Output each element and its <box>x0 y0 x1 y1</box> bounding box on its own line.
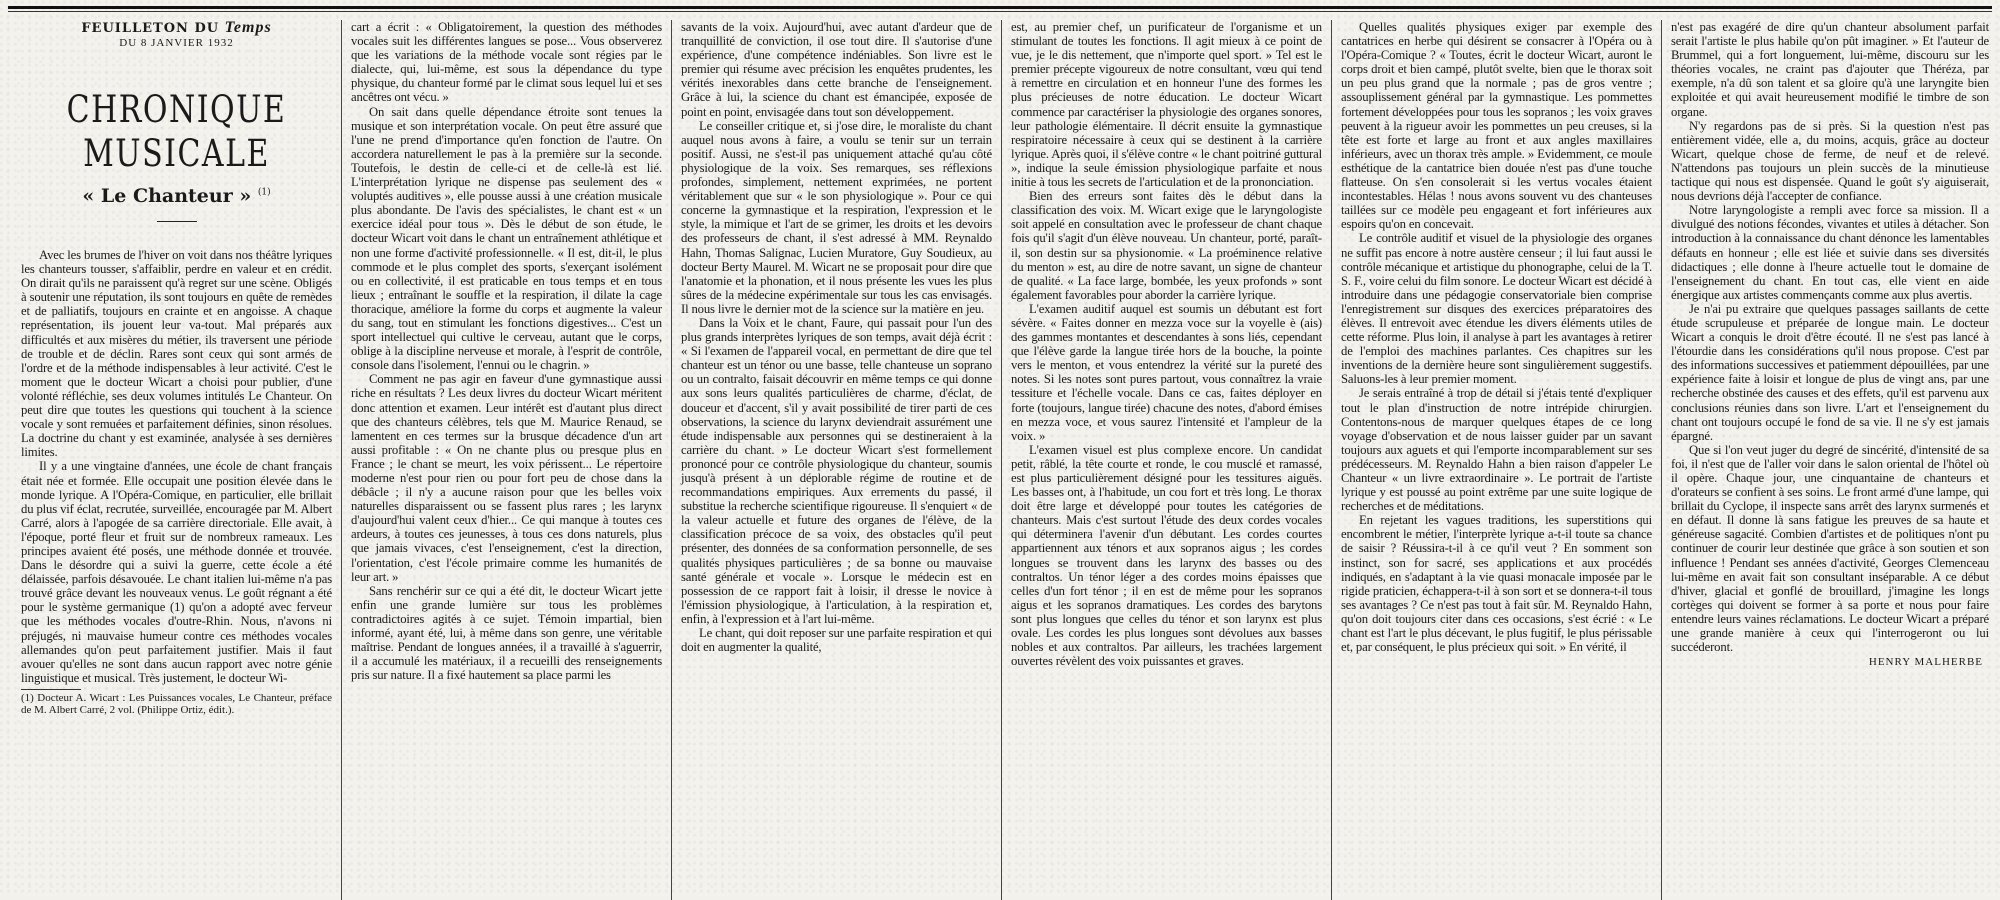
paragraph: savants de la voix. Aujourd'hui, avec autant d'ardeur que de tranquillité de conviction, il ose tout dire. Il s'autorise d'une expérience, d'une compétence indéniables. Son livre est le premier qui résume avec précision les enquêtes prudentes, les vérités inexorables dans cette branche de l'enseignement. Grâce à lui, la science du chant est émancipée, exposée de point en point, envisagée dans tout son développement. <box>681 20 992 119</box>
footnote-marker: (1) <box>257 187 271 198</box>
column-6 <box>1662 20 1998 900</box>
paragraph: Le contrôle auditif et visuel de la physiologie des organes ne suffit pas encore à notre austère censeur ; il lui faut aussi le contrôle mécanique et artistique du phonographe, celui de la T. S. F., voire celui du film sonore. Le docteur Wicart est décidé à introduire dans une pédagogie conservatoriale bien comprise l'enregistrement sur disques des exercices préparatoires des élèves. Il entrevoit avec étendue les divers éléments utiles de cette réforme. Plus loin, il analyse à part les avantages à retirer de l'emploi des machines parlantes. Ces chapitres sur les inventions de la dernière heure sont singulièrement suggestifs. Saluons-les à leur premier moment. <box>1341 231 1652 387</box>
paragraph: Quelles qualités physiques exiger par exemple des cantatrices en herbe qui désirent se consacrer à l'Opéra ou à l'Opéra-Comique ? « Toutes, écrit le docteur Wicart, auront le corps droit et bien campé, plutôt svelte, bien que le thorax soit un peu plus grand que la normale ; pas de gros ventre ; assouplissement général par la gymnastique. Les pommettes fortement développées pour tous les sopranos ; les voix graves peuvent à la rigueur avoir les pommettes un peu creuses, si la tête est forte et large au front et aux angles maxillaires inférieurs, avec un thorax très ample. » Evidemment, ce moule esthétique de la cantatrice bien douée n'est pas d'une touche flatteuse. On s'en consolerait si les vertus vocales étaient incontestables. Hélas ! nous avons souvent vu des chanteuses taillées sur ce modèle peu engageant et fort inférieures aux espoirs qu'on en concevait. <box>1341 20 1652 232</box>
paragraph: Comment ne pas agir en faveur d'une gymnastique aussi riche en résultats ? Les deux livres du docteur Wicart méritent donc attention et examen. Leur intérêt est d'autant plus direct que des chanteurs célèbres, tels que M. Maurice Renaud, se lamentent en ces termes sur la brusque décadence d'un art aussi profitable : « On ne chante plus ou presque plus en France ; le chant se meurt, les voix périssent... Le répertoire moderne n'est pour rien ou pour fort peu de chose dans la débâcle ; il n'y a aucune raison pour que les belles voix naturelles disparaissent ou se fassent plus rares ; les larynx d'aujourd'hui valent ceux d'hier... Ce qui manque à toutes ces ardeurs, à toutes ces jeunesses, à tous ces dons naturels, plus que jamais vivaces, c'est l'enseignement, c'est la direction, l'orientation, c'est l'école primaire comme les humanités de leur art. » <box>351 372 662 584</box>
title-divider <box>157 221 197 222</box>
feuilleton-label: FEUILLETON DU <box>81 21 220 36</box>
paragraph: L'examen auditif auquel est soumis un débutant est fort sévère. « Faites donner en mezza voce sur la voyelle è (ais) des gammes montantes et descendantes à sons liés, cependant que l'élève garde la langue tirée hors de la bouche, la pointe vers le menton, et vous entendrez la vérité sur la pureté des notes. Si les notes sont pures partout, vous connaîtrez la vraie tessiture et l'échelle vocale. Dans ce cas, faites déployer en forte (toujours, langue tirée) chacune des notes, d'abord émises en mezza voce, et vous saurez l'intensité et l'ampleur de la voix. » <box>1011 301 1322 443</box>
top-rule <box>8 6 1992 9</box>
paragraph: Le chant, qui doit reposer sur une parfaite respiration et qui doit en augmenter la qualité, <box>681 626 992 655</box>
footnote-divider <box>21 689 81 690</box>
column-2 <box>342 20 672 900</box>
column-5 <box>1332 20 1662 900</box>
paragraph: Bien des erreurs sont faites dès le début dans la classification des voix. M. Wicart exige que le laryngologiste soit appelé en consultation avec le professeur de chant chaque fois qu'il s'agit d'un élève nouveau. Un chanteur, porté, paraît-il, son destin sur sa physionomie. « La proéminence relative du menton » est, au dire de notre savant, un signe de chanteur de qualité. « La face large, bombée, les yeux profonds » sont également favorables pour aborder la carrière lyrique. <box>1011 189 1322 302</box>
paragraph: On sait dans quelle dépendance étroite sont tenues la musique et son interprétation vocale. On peut être assuré que l'une ne prend d'importance qu'en fonction de l'autre. On accordera naturellement le pas à la première sur la seconde. Toutefois, le destin de celle-ci et de celle-là est lié. L'interprétation lyrique ne dispense pas seulement des « voluptés auditives », elle pousse aussi à une création musicale plus abondante. De l'avis des spécialistes, le chant est « un exercice idéal pour tous ». Dès le début de son étude, le docteur Wicart voit dans le chant un entraînement athlétique et non une forme d'activité professionnelle. « Il est, dit-il, le plus commode et le plus complet des sports, s'exerçant isolément ou en collectivité, il est praticable en tous temps et en tous lieux ; entraînant le souffle et la respiration, il dilate la cage thoracique, améliore la forme du corps et augmente la valeur du sang, tout en stimulant les fonctions digestives... C'est un sport intellectuel qui cultive le cerveau, autant que le corps, oblige à la discipline nerveuse et morale, à l'esprit de contrôle, console dans l'isolement, l'ennui ou le chagrin. » <box>351 104 662 373</box>
issue-date: DU 8 JANVIER 1932 <box>119 37 234 49</box>
paragraph: Il y a une vingtaine d'années, une école de chant français était née et formée. Elle occupait une position élevée dans le monde lyrique. A l'Opéra-Comique, en particulier, elle brillait du plus vif éclat, recrutée, surveillée, encouragée par M. Albert Carré, alors à l'apogée de sa carrière directoriale. Elle avait, à l'époque, porté fleur et fruit sur de nombreux rameaux. Les principes avaient été posés, une méthode donnée et trouvée. Dans le désordre qui a suivi la guerre, cette école a été délaissée, parfois désavouée. Le chant italien lui-même n'a pas trouvé grâce devant les nouveaux venus. Le goût régnant a été pour le système germanique (1) qu'on a adopté avec ferveur que les méthodes vocales d'outre-Rhin. Nous, n'avons ni préjugés, ni mauvaise humeur contre ces méthodes vocales allemandes qu'on peut parfaitement justifier. Mais il faut avouer qu'elles ne sont dans aucun rapport avec notre génie linguistique et musical. Très justement, le docteur Wi- <box>21 459 332 685</box>
column-3 <box>672 20 1002 900</box>
paragraph: n'est pas exagéré de dire qu'un chanteur absolument parfait serait l'artiste le plus habile qu'on pût imaginer. » Et l'auteur de Brummel, qui a fort longuement, lui-même, discouru sur les théories vocales, ne craint pas d'ajouter que Théréza, par exemple, n'a dû son talent et sa gloire qu'à une laryngite bien exploitée et qui avait heureusement modifié le timbre de son organe. <box>1671 20 1989 119</box>
column-4 <box>1002 20 1332 900</box>
paragraph: N'y regardons pas de si près. Si la question n'est pas entièrement vidée, elle a, du moins, acquis, grâce au docteur Wicart, quelque chose de ferme, de neuf et de relevé. N'attendons pas toujours un plein succès de la minutieuse tactique qui nous est dispensée. Quand le goût s'y aiguiserait, nous devrions déjà l'accepter de confiance. <box>1671 118 1989 204</box>
paragraph: Notre laryngologiste a rempli avec force sa mission. Il a divulgué des notions fécondes, vivantes et utiles à détacher. Son introduction à la connaissance du chant dénonce les lamentables défauts en honneur ; elle est liée et suivie dans ses diversités didactiques ; elle donne à l'heure actuelle tout le domaine de l'enseignement du chant. En tout cas, elle vient en aide énergique aux artistes commençants comme aux plus avertis. <box>1671 203 1989 302</box>
article-columns <box>12 20 1990 900</box>
paragraph: Dans la Voix et le chant, Faure, qui passait pour l'un des plus grands interprètes lyriques de son temps, avait déjà écrit : « Si l'examen de l'appareil vocal, en permettant de dire que tel chanteur est un ténor ou une basse, telle chanteuse un soprano ou un contralto, faisait découvrir en même temps ce qui donne aux sons leurs qualités particulières de charme, d'éclat, de douceur et d'accent, s'il y avait possibilité de tirer parti de ces observations, la science du larynx deviendrait assurément une étude indispensable aux personnes qui se destineraient à la carrière du chant. » Le docteur Wicart s'est formellement prononcé pour ce contrôle physiologique du chanteur, soumis jusqu'à présent à un déplorable régime de routine et de recommandations empiriques. Aux errements du passé, il substitue la recherche scientifique rigoureuse. Il s'enquiert « de la valeur actuelle et future des organes de l'élève, de la classification précoce de sa voix, des obstacles qu'il peut présenter, des données de sa conformation personnelle, de ses qualités physiques particulières ; de sa bonne ou mauvaise santé générale et vocale ». Lorsque le médecin est en possession de ce rapport fait à loisir, il dresse le novice à l'émission physiologique, à l'articulation, à la respiration et, enfin, à l'expression et à l'art lui-même. <box>681 315 992 626</box>
top-rule-thin <box>8 11 1992 12</box>
paragraph: En rejetant les vagues traditions, les superstitions qui encombrent le métier, l'interprète lyrique a-t-il toute sa chance de saisir ? Réussira-t-il à ce qu'il veut ? En somment son instinct, son for sacré, ses applications et aux procédés indiqués, en s'adaptant à la vie quasi monacale imposée par le rigide praticien, échappera-t-il à son sort et se donnera-t-il tous ses avantages ? Ce n'est pas tout à fait sûr. M. Reynaldo Hahn, qu'on doit toujours citer dans ces occasions, s'est écrié : « Le chant est l'art le plus décevant, le plus fugitif, le plus périssable et, par conséquent, le plus précieux qui soit. » En vérité, il <box>1341 513 1652 655</box>
paragraph: est, au premier chef, un purificateur de l'organisme et un stimulant de toutes les fonctions. Il agit mieux à ce point de vue, je le dis nettement, que n'importe quel sport. » Tel est le premier précepte vigoureux de notre consultant, vœu qui tend à remettre en circulation et en honneur l'une des formes les plus précieuses de notre éducation. Le docteur Wicart commence par caractériser la physiologie des organes sonores, leur pathologie élémentaire. Il décrit ensuite la gymnastique respiratoire nécessaire à ceux qui se destinent à la carrière lyrique. Après quoi, il s'élève contre « le chant poitriné guttural », indique la seule émission physiologique parfaite et nous initie à tous les secrets de l'articulation et de la prononciation. <box>1011 20 1322 190</box>
footnote: (1) Docteur A. Wicart : Les Puissances vocales, Le Chanteur, préface de M. Albert Carré, 2 vol. (Philippe Ortiz, édit.). <box>21 691 332 716</box>
paragraph: cart a écrit : « Obligatoirement, la question des méthodes vocales suit les différentes langues se pose... Vous observerez que les variations de la méthode vocale sont régies par le dialecte, qui, lui-même, est sous la dépendance du type physique, du chanteur formé par le climat sous lequel lui et ses ancêtres ont vécu. » <box>351 20 662 105</box>
author-signature: HENRY MALHERBE <box>1868 656 1983 669</box>
article-title: CHRONIQUE MUSICALE <box>66 88 287 176</box>
paragraph: Je serais entraîné à trop de détail si j'étais tenté d'expliquer tout le plan d'instruction de notre intrépide chirurgien. Contentons-nous de marquer quelques étapes de ce long voyage d'observation et de nous laisser guider par un savant toujours aux aguets et qui l'emporte incomparablement sur ses prédécesseurs. M. Reynaldo Hahn a bien raison d'appeler Le Chanteur « un livre extraordinaire ». Le portrait de l'artiste lyrique y est poussé au point extrême par une suite logique de recherches et de méditations. <box>1341 386 1652 514</box>
paper-name: Temps <box>224 20 272 36</box>
article-subtitle-block <box>21 185 332 207</box>
paragraph: Que si l'on veut juger du degré de sincérité, d'intensité de sa foi, il n'est que de l'aller voir dans le salon oriental de l'hôtel où il opère. Chaque jour, une cinquantaine de chanteurs et d'orateurs se confient à ses soins. Le front armé d'une lampe, qui brillait du Cyclope, il inspecte sans arrêt des larynx surmenés et en défaut. Il donne là sans fatigue les preuves de sa haute et généreuse sagacité. Combien d'artistes et de politiques n'ont pu continuer de courir leur destinée que grâce à son soutien et son influence ! Pendant ses années d'activité, Georges Clemenceau lui-même en avait fait son consultant inséparable. A ce début d'hiver, glacial et gonflé de brouillard, j'imagine les longs cortèges qui doivent se former à sa porte et nous pour faire entendre leurs vaines réclamations. Le docteur Wicart a préparé une grande manière à ceux qui l'interrogeront ou lui succéderont. <box>1671 442 1989 655</box>
paragraph: Sans renchérir sur ce qui a été dit, le docteur Wicart jette enfin une grande lumière sur tous les problèmes contradictoires agités à ce sujet. Témoin impartial, bien informé, ayant été, lui, à même dans son genre, une véritable maîtrise. Pendant de longues années, il a travaillé à s'aguerrir, il a accumulé les matériaux, il a recueilli des renseignements pris sur nature. Il a fixé hautement sa place parmi les <box>351 583 662 683</box>
paragraph: Le conseiller critique et, si j'ose dire, le moraliste du chant auquel nous avons à faire, a voulu se tenir sur un terrain positif. Aussi, ne s'est-il pas uniquement attaché qu'au côté physiologique de la voix. Ses remarques, ses réflexions profondes, simplement, nettement exprimées, ne portent véritablement que sur « le son physiologique ». Pour ce qui concerne la gymnastique et la respiration, l'expression et le style, la mimique et l'art de se grimer, les droits et les devoirs des professeurs de chant, il s'est adressé à MM. Reynaldo Hahn, Thomas Salignac, Lucien Muratore, Guy Soudieux, au docteur Berty Maurel. M. Wicart ne se proposait pour dire que l'anatomie et la phonation, et il nous présente les vues les plus sûres de la médecine expérimentale sur tous les cas envisagés. Il nous livre le dernier mot de la science sur la matière en jeu. <box>681 118 992 316</box>
article-subtitle: « Le Chanteur » <box>82 185 252 207</box>
paragraph: Avec les brumes de l'hiver on voit dans nos théâtre lyriques les chanteurs tousser, s'affaiblir, perdre en valeur et en crédit. On dirait qu'ils ne paraissent qu'à regret sur une scène. Obligés à soutenir une réputation, ils sont toujours en quête de remèdes et de palliatifs, toujours en crainte et en angoisse. A chaque représentation, ils jouent leur va-tout. Mal préparés aux difficultés et aux misères du métier, ils traversent une période de trouble et de déclin. Rares sont ceux qui sont armés de l'ordre et de la méthode indispensables à leur activité. C'est le moment que le docteur Wicart a choisi pour publier, d'une volonté réfléchie, ses deux volumes intitulés Le Chanteur. On peut dire que toutes les questions qui touchent à la science vocale y sont remuées et parfaitement définies, sinon résolues. La doctrine du chant y est examinée, analysée à ses dernières limites. <box>21 248 332 460</box>
column-1 <box>12 20 342 900</box>
paragraph: Je n'ai pu extraire que quelques passages saillants de cette étude scrupuleuse et préparée de longue main. Le docteur Wicart a conquis le droit d'être écouté. Il ne s'est pas lancé à l'étourdie dans les considérations qu'il nous propose. C'est par des informations successives et patiemment dépouillées, par une expérience faite à loisir et longue de plus de vingt ans, par une recherche obstinée des causes et des effets, qu'il est parvenu aux conclusions réunies dans son livre. L'art et l'enseignement du chant ont toujours occupé le fond de sa vie. Il ne s'y est jamais épargné. <box>1671 301 1989 443</box>
feuilleton-header <box>21 20 332 37</box>
paragraph: L'examen visuel est plus complexe encore. Un candidat petit, râblé, la tête courte et ronde, le cou musclé et ramassé, est plus particulièrement désigné pour les tessitures aiguës. Les basses ont, à l'habitude, un cou fort et très long. Le thorax doit être large et développé pour toutes les catégories de chanteurs. Mais c'est surtout l'étude des deux cordes vocales qui déterminera l'avenir d'un débutant. Les cordes courtes appartiennent aux ténors et aux sopranos aigus ; les cordes longues se trouvent dans les larynx des basses ou des contraltos. Un ténor léger a des cordes moins épaisses que celles d'un fort ténor ; il en est de même pour les sopranos aigus et les sopranos dramatiques. Les cordes des barytons sont plus longues que celles du ténor et son larynx est plus ovale. Les cordes les plus longues sont dévolues aux basses nobles et aux contraltos. Par ailleurs, les trachées largement ouvertes révèlent des voix puissantes et graves. <box>1011 442 1322 669</box>
